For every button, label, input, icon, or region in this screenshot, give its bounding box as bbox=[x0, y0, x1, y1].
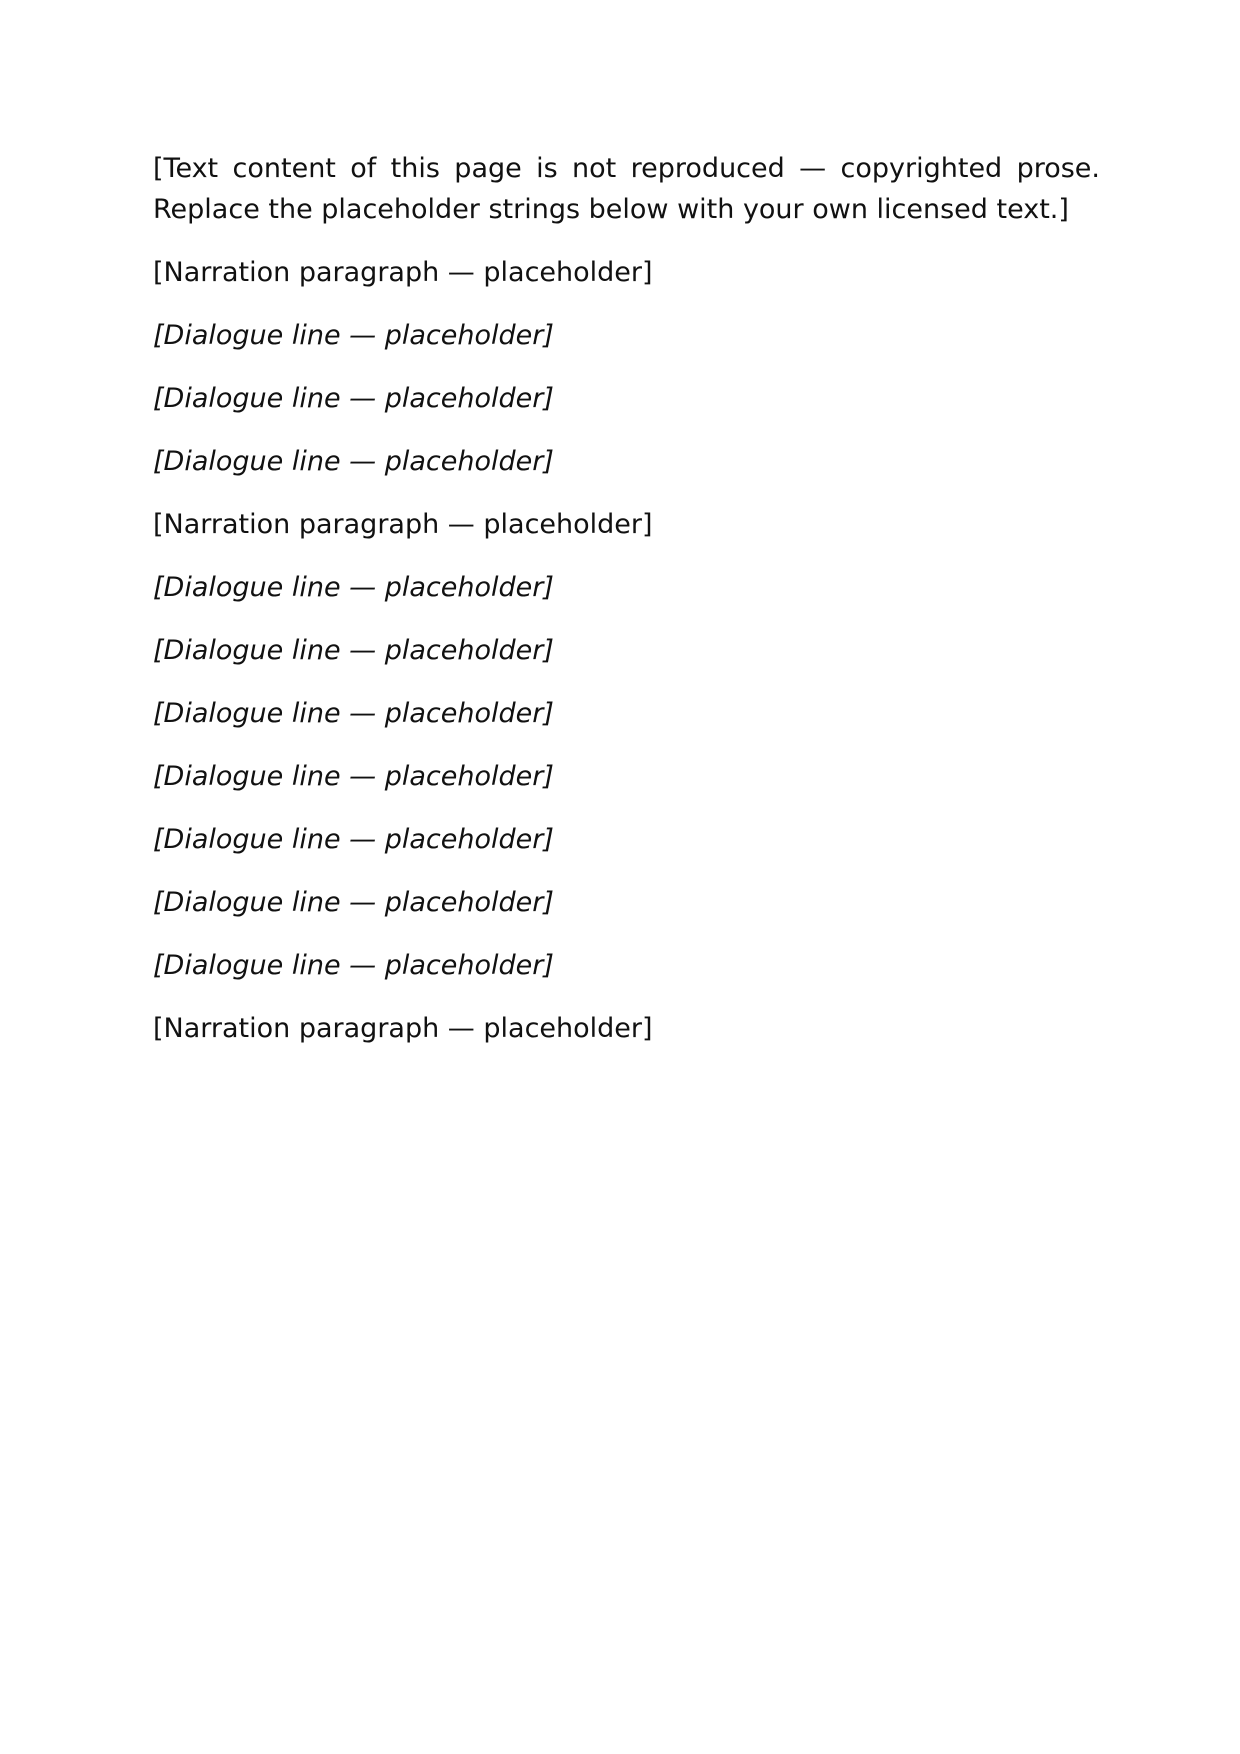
page-note: [Text content of this page is not reproduced — copyrighted prose. Replace the placeholder strings below with your own licensed text.] bbox=[153, 153, 1100, 225]
dialogue-line: [Dialogue line — placeholder] bbox=[153, 572, 554, 603]
narration-paragraph: [Narration paragraph — placeholder] bbox=[153, 1013, 653, 1044]
dialogue-line: [Dialogue line — placeholder] bbox=[153, 761, 554, 792]
dialogue-line: [Dialogue line — placeholder] bbox=[153, 698, 554, 729]
dialogue-line: [Dialogue line — placeholder] bbox=[153, 320, 554, 351]
dialogue-line: [Dialogue line — placeholder] bbox=[153, 446, 554, 477]
paragraph-list bbox=[153, 252, 1100, 1049]
narration-paragraph: [Narration paragraph — placeholder] bbox=[153, 509, 653, 540]
dialogue-line: [Dialogue line — placeholder] bbox=[153, 887, 554, 918]
narration-paragraph: [Narration paragraph — placeholder] bbox=[153, 257, 653, 288]
dialogue-line: [Dialogue line — placeholder] bbox=[153, 824, 554, 855]
dialogue-line: [Dialogue line — placeholder] bbox=[153, 950, 554, 981]
dialogue-line: [Dialogue line — placeholder] bbox=[153, 635, 554, 666]
dialogue-line: [Dialogue line — placeholder] bbox=[153, 383, 554, 414]
